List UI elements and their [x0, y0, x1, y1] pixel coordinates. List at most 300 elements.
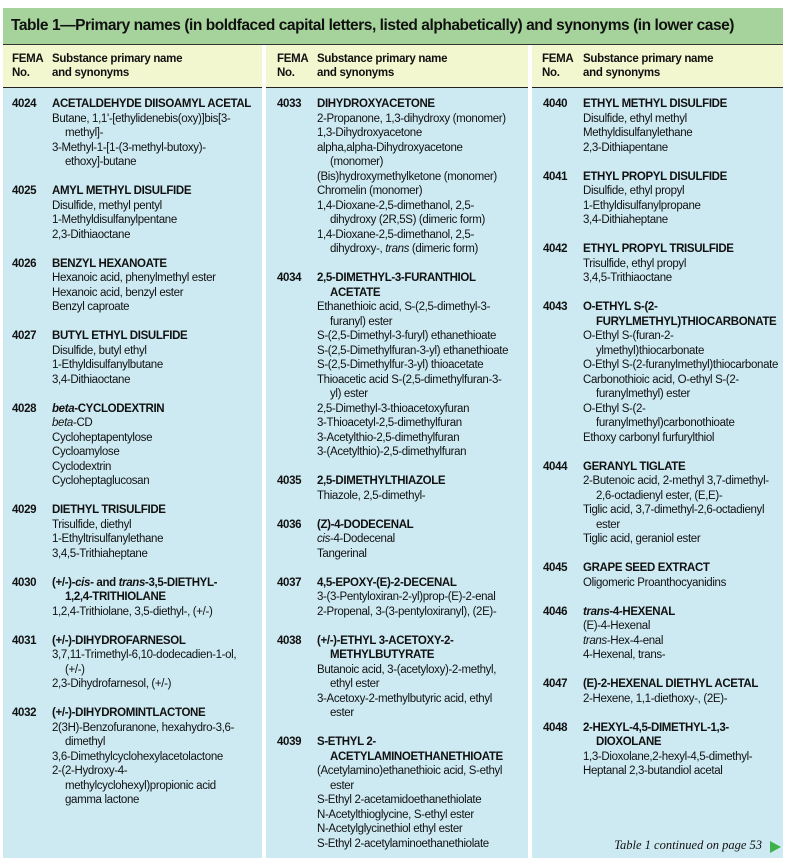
text-segment: ACETALDEHYDE DIISOAMYL ACETAL: [52, 98, 251, 110]
synonym: [317, 329, 528, 344]
column-header-2: [266, 45, 528, 88]
text-segment: Butanoic acid, 3-(acetyloxy)-2-methyl, ethyl ester: [317, 663, 497, 690]
synonym: [52, 460, 262, 475]
fema-header: FEMA No.: [542, 53, 574, 79]
text-segment: 1,4-Dioxane-2,5-dimethanol, 2,5- dihydroxy (2R,5S) (dimeric form): [317, 199, 485, 226]
synonym: [583, 503, 783, 532]
text-segment: (+/-)-: [52, 576, 76, 589]
text-segment: 3-Methyl-1-[1-(3-methyl-butoxy)- ethoxy]-butane: [52, 141, 206, 168]
text-segment: O-Ethyl S-(2- furanylmethyl)carbonothioate: [583, 402, 735, 429]
table-row: [3, 503, 262, 561]
fema-number: 4027: [12, 330, 37, 342]
text-segment: S-(2,5-Dimethylfuran-3-yl) ethanethioate: [317, 344, 509, 357]
text-segment: GRAPE SEED EXTRACT: [583, 562, 710, 574]
substance-cell: [583, 242, 783, 286]
synonym: [317, 126, 528, 141]
synonym: [52, 199, 262, 214]
text-segment: -CYCLODEXTRIN: [74, 402, 165, 415]
synonym: [52, 213, 262, 228]
synonym: [52, 373, 262, 388]
text-segment: Trisulfide, ethyl propyl: [583, 257, 687, 270]
substance-header: Substance primary name and synonyms: [317, 53, 448, 79]
synonym: [52, 286, 262, 301]
synonym: [317, 837, 528, 852]
table-row: [268, 97, 528, 257]
table-row: [534, 677, 783, 706]
synonym: [583, 576, 783, 591]
text-segment: (E)-4-Hexenal: [583, 620, 651, 632]
text-segment: Tangerinal: [317, 547, 367, 560]
text-segment: Cycloheptapentylose: [52, 431, 153, 444]
table-row: [3, 257, 262, 315]
text-segment: -CD: [72, 417, 93, 429]
text-segment: N-Acetylthioglycine, S-ethyl ester: [317, 808, 474, 821]
text-segment: Ethoxy carbonyl furfurylthiol: [583, 431, 715, 444]
synonym: [583, 112, 783, 127]
text-segment: S-ETHYL 2- ACETYLAMINOETHANETHIOATE: [317, 736, 503, 763]
primary-name: [317, 735, 528, 764]
fema-number: 4047: [543, 678, 568, 690]
primary-name: [52, 97, 262, 112]
synonym: [317, 199, 528, 228]
synonym: [583, 141, 783, 156]
synonym: [52, 474, 262, 489]
italic-segment: trans: [385, 243, 410, 255]
substance-cell: [52, 576, 262, 620]
text-segment: -4-HEXENAL: [609, 605, 675, 618]
table-row: [268, 576, 528, 620]
text-segment: Cyclodextrin: [52, 460, 112, 473]
synonym: [52, 605, 262, 620]
synonym: [317, 170, 528, 185]
text-segment: 3,6-Dimethylcyclohexylacetolactone: [52, 750, 223, 763]
table-row: [534, 605, 783, 663]
text-segment: 2,3-Dithiapentane: [583, 141, 668, 154]
text-segment: 3-(Acetylthio)-2,5-dimethylfuran: [317, 446, 467, 458]
synonym: [583, 750, 783, 765]
primary-name: [52, 576, 262, 605]
column-header-3: [532, 45, 783, 88]
substance-cell: [52, 97, 262, 170]
synonym: [52, 677, 262, 692]
synonym: [583, 213, 783, 228]
synonym: [52, 358, 262, 373]
text-segment: 2,5-DIMETHYL-3-FURANTHIOL ACETATE: [317, 272, 476, 299]
table-row: [534, 561, 783, 590]
synonym: [317, 663, 528, 692]
primary-name: [317, 634, 528, 663]
fema-number: 4042: [543, 243, 568, 255]
italic-segment: trans: [118, 576, 146, 589]
text-segment: 3-Acetoxy-2-methylbutyric acid, ethyl ester: [317, 692, 492, 719]
table-row: [3, 97, 262, 170]
text-segment: (+/-)-DIHYDROFARNESOL: [52, 634, 186, 647]
synonym: [583, 184, 783, 199]
text-segment: 1-Ethyltrisulfanylethane: [52, 533, 164, 545]
fema-number: 4033: [277, 98, 302, 110]
substance-cell: [52, 257, 262, 315]
text-segment: 3,4-Dithiaheptane: [583, 214, 668, 226]
right-triangle-icon: [770, 841, 781, 853]
text-segment: S-(2,5-Dimethylfur-3-yl) thioacetate: [317, 359, 484, 371]
synonym: [583, 373, 783, 402]
substance-cell: [52, 329, 262, 387]
text-segment: Trisulfide, diethyl: [52, 518, 132, 531]
text-segment: -3,5-DIETHYL- 1,2,4-TRITHIOLANE: [65, 576, 218, 603]
fema-number: 4037: [277, 576, 302, 589]
synonym: [317, 590, 528, 605]
synonym: [317, 141, 528, 170]
substance-cell: [583, 677, 783, 706]
table-column-3: [532, 88, 783, 858]
fema-number: 4026: [12, 257, 37, 270]
text-segment: 4-Hexenal, trans-: [583, 649, 666, 661]
text-segment: 3-Acetylthio-2,5-dimethylfuran: [317, 431, 460, 444]
text-segment: Thioacetic acid S-(2,5-dimethylfuran-3- yl) ester: [317, 373, 502, 400]
fema-number: 4024: [12, 98, 37, 110]
substance-cell: [52, 184, 262, 242]
synonym: [583, 431, 783, 446]
synonym: [317, 532, 528, 547]
synonym: [52, 300, 262, 315]
synonym: [52, 721, 262, 750]
table-row: [268, 271, 528, 460]
text-segment: 1-Ethyldisulfanylbutane: [52, 359, 163, 371]
fema-number: 4048: [543, 721, 568, 734]
text-segment: 3,7,11-Trimethyl-6,10-dodecadien-1-ol, (+/-): [52, 649, 237, 676]
synonym: [317, 228, 528, 257]
table-row: [3, 706, 262, 808]
synonym: [52, 141, 262, 170]
synonym: [52, 532, 262, 547]
primary-name: [583, 605, 783, 620]
table-row: [534, 721, 783, 779]
text-segment: (Z)-4-DODECENAL: [317, 518, 414, 531]
fema-number: 4044: [543, 460, 568, 473]
text-segment: Cycloheptaglucosan: [52, 475, 150, 487]
table-row: [268, 634, 528, 721]
text-segment: - and: [90, 576, 119, 589]
synonym: [583, 358, 783, 373]
text-segment: 2,3-Dithiaoctane: [52, 228, 131, 241]
fema-number: 4031: [12, 634, 37, 647]
text-segment: AMYL METHYL DISULFIDE: [52, 185, 192, 197]
table-row: [3, 576, 262, 620]
primary-name: [583, 97, 783, 112]
substance-cell: [583, 300, 783, 445]
text-segment: 1,3-Dioxolane,2-hexyl-4,5-dimethyl-: [583, 750, 753, 763]
synonym: [583, 199, 783, 214]
text-segment: (+/-)-DIHYDROMINTLACTONE: [52, 707, 206, 719]
fema-number: 4043: [543, 301, 568, 313]
text-segment: Thiazole, 2,5-dimethyl-: [317, 489, 426, 502]
text-segment: (+/-)-ETHYL 3-ACETOXY-2- METHYLBUTYRATE: [317, 634, 454, 661]
substance-cell: [52, 503, 262, 561]
table-title: Table 1—Primary names (in boldfaced capital letters, listed alphabetically) and synonyms (in lower case): [3, 8, 783, 45]
substance-cell: [583, 605, 783, 663]
substance-cell: [583, 97, 783, 155]
table-row: [268, 518, 528, 562]
synonym: [317, 416, 528, 431]
table-row: [534, 97, 783, 155]
text-segment: -4-Dodecenal: [330, 533, 395, 545]
synonym: [317, 489, 528, 504]
substance-cell: [317, 271, 528, 460]
synonym: [52, 764, 262, 808]
text-segment: Ethanethioic acid, S-(2,5-dimethyl-3- furanyl) ester: [317, 301, 491, 328]
italic-segment: cis: [317, 533, 331, 545]
text-segment: S-(2,5-Dimethyl-3-furyl) ethanethioate: [317, 330, 497, 342]
text-segment: 1,3-Dihydroxyacetone: [317, 127, 422, 139]
synonym: [583, 692, 783, 707]
synonym: [317, 431, 528, 446]
synonym: [317, 822, 528, 837]
primary-name: [583, 677, 783, 692]
synonym: [317, 605, 528, 620]
fema-number: 4039: [277, 736, 302, 748]
text-segment: (dimeric form): [409, 243, 478, 255]
text-segment: O-Ethyl S-(furan-2- ylmethyl)thiocarbonate: [583, 330, 704, 357]
synonym: [317, 808, 528, 823]
synonym: [583, 257, 783, 272]
synonym: [52, 547, 262, 562]
text-segment: 2-(2-Hydroxy-4- methylcyclohexyl)propionic acid gamma lactone: [52, 765, 216, 806]
primary-name: [583, 300, 783, 329]
text-segment: Disulfide, methyl pentyl: [52, 199, 162, 212]
text-segment: Tiglic acid, 3,7-dimethyl-2,6-octadienyl ester: [583, 504, 765, 531]
synonym: [52, 344, 262, 359]
primary-name: [583, 721, 783, 750]
text-segment: Disulfide, ethyl methyl: [583, 112, 687, 125]
text-segment: 4,5-EPOXY-(E)-2-DECENAL: [317, 576, 457, 589]
continued-note: Table 1 continued on page 53: [614, 838, 762, 852]
primary-name: [317, 97, 528, 112]
primary-name: [583, 561, 783, 576]
fema-number: 4035: [277, 475, 302, 487]
table-row: [3, 184, 262, 242]
substance-header: Substance primary name and synonyms: [52, 53, 183, 79]
text-segment: (Bis)hydroxymethylketone (monomer): [317, 170, 497, 183]
table-column-1: [3, 88, 262, 858]
synonym: [583, 329, 783, 358]
text-segment: S-Ethyl 2-acetamidoethanethiolate: [317, 794, 482, 806]
table-row: [534, 170, 783, 228]
text-segment: Butane, 1,1'-[ethylidenebis(oxy)]bis[3- methyl]-: [52, 112, 231, 139]
table-row: [534, 300, 783, 445]
primary-name: [52, 503, 262, 518]
synonym: [583, 271, 783, 286]
text-segment: GERANYL TIGLATE: [583, 460, 686, 473]
synonym: [317, 184, 528, 199]
primary-name: [317, 271, 528, 300]
text-segment: 2,5-Dimethyl-3-thioacetoxyfuran: [317, 402, 470, 415]
primary-name: [317, 518, 528, 533]
fema-header: FEMA No.: [277, 53, 309, 79]
text-segment: Cycloamylose: [52, 446, 120, 458]
table-row: [3, 329, 262, 387]
synonym: [583, 619, 783, 634]
italic-segment: cis: [75, 576, 91, 589]
text-segment: Disulfide, butyl ethyl: [52, 344, 147, 357]
text-segment: 1,2,4-Trithiolane, 3,5-diethyl-, (+/-): [52, 605, 213, 618]
synonym: [52, 445, 262, 460]
synonym: [52, 112, 262, 141]
text-segment: 2-Hexene, 1,1-diethoxy-, (2E)-: [583, 692, 728, 705]
text-segment: Tiglic acid, geraniol ester: [583, 533, 701, 545]
text-segment: (E)-2-HEXENAL DIETHYL ACETAL: [583, 678, 759, 690]
fema-number: 4040: [543, 98, 568, 110]
text-segment: Oligomeric Proanthocyanidins: [583, 576, 726, 589]
italic-segment: beta: [52, 417, 73, 429]
substance-header: Substance primary name and synonyms: [583, 53, 714, 79]
substance-cell: [52, 634, 262, 692]
text-segment: -Hex-4-enal: [606, 634, 664, 647]
text-segment: 2-Propanone, 1,3-dihydroxy (monomer): [317, 112, 506, 125]
substance-cell: [583, 170, 783, 228]
synonym: [317, 764, 528, 793]
fema-number: 4025: [12, 185, 37, 197]
synonym: [52, 416, 262, 431]
fema-number: 4029: [12, 504, 37, 516]
table-column-2: [266, 88, 528, 858]
text-segment: 3,4,5-Trithiaoctane: [583, 272, 672, 284]
fema-number: 4028: [12, 402, 37, 415]
synonym: [583, 126, 783, 141]
primary-name: [52, 634, 262, 649]
table-row: [3, 402, 262, 489]
text-segment: 2-HEXYL-4,5-DIMETHYL-1,3- DIOXOLANE: [583, 721, 729, 748]
synonym: [583, 532, 783, 547]
synonym: [317, 402, 528, 417]
table-row: [3, 634, 262, 692]
fema-number: 4038: [277, 634, 302, 647]
fema-number: 4032: [12, 707, 37, 719]
text-segment: 2-Propenal, 3-(3-pentyloxiranyl), (2E)-: [317, 605, 497, 618]
synonym: [317, 793, 528, 808]
italic-segment: trans: [583, 605, 610, 618]
text-segment: ETHYL PROPYL TRISULFIDE: [583, 243, 734, 255]
text-segment: 3,4-Dithiaoctane: [52, 373, 131, 386]
text-segment: S-Ethyl 2-acetylaminoethanethiolate: [317, 837, 489, 850]
text-segment: Hexanoic acid, benzyl ester: [52, 286, 184, 299]
column-header-1: [3, 45, 262, 88]
text-segment: Benzyl caproate: [52, 301, 130, 313]
primary-name: [583, 242, 783, 257]
synonym: [317, 692, 528, 721]
primary-name: [317, 474, 528, 489]
substance-cell: [583, 460, 783, 547]
text-segment: BENZYL HEXANOATE: [52, 257, 167, 270]
text-segment: 3,4,5-Trithiaheptane: [52, 547, 148, 560]
substance-cell: [317, 474, 528, 503]
primary-name: [583, 460, 783, 475]
text-segment: Heptanal 2,3-butandiol acetal: [583, 765, 723, 777]
substance-cell: [317, 576, 528, 620]
fema-number: 4046: [543, 605, 568, 618]
text-segment: 2-Butenoic acid, 2-methyl 3,7-dimethyl- 2,6-octadienyl ester, (E,E)-: [583, 475, 769, 502]
synonym: [52, 431, 262, 446]
synonym: [52, 518, 262, 533]
text-segment: 3-(3-Pentyloxiran-2-yl)prop-(E)-2-enal: [317, 591, 496, 603]
primary-name: [52, 257, 262, 272]
synonym: [52, 228, 262, 243]
table-row: [534, 460, 783, 547]
synonym: [52, 271, 262, 286]
substance-cell: [583, 721, 783, 779]
italic-segment: beta: [52, 402, 75, 415]
text-segment: (Acetylamino)ethanethioic acid, S-ethyl ester: [317, 765, 503, 792]
synonym: [317, 300, 528, 329]
synonym: [583, 648, 783, 663]
synonym: [583, 634, 783, 649]
text-segment: Carbonothioic acid, O-ethyl S-(2- furanylmethyl) ester: [583, 373, 739, 400]
text-segment: ETHYL METHYL DISULFIDE: [583, 98, 727, 110]
fema-header: FEMA No.: [12, 53, 44, 79]
text-segment: O-ETHYL S-(2- FURYLMETHYL)THIOCARBONATE: [583, 301, 777, 328]
synonym: [583, 474, 783, 503]
synonym: [317, 445, 528, 460]
table-row: [268, 474, 528, 503]
synonym: [317, 344, 528, 359]
text-segment: O-Ethyl S-(2-furanylmethyl)thiocarbonate: [583, 359, 778, 371]
text-segment: 2,3-Dihydrofarnesol, (+/-): [52, 678, 172, 690]
text-segment: Methyldisulfanylethane: [583, 127, 693, 139]
synonym: [583, 764, 783, 779]
primary-name: [583, 170, 783, 185]
text-segment: 2(3H)-Benzofuranone, hexahydro-3,6- dimethyl: [52, 721, 235, 748]
table-row: [534, 242, 783, 286]
table-row: [268, 735, 528, 851]
fema-number: 4041: [543, 170, 568, 183]
text-segment: N-Acetylglycinethiol ethyl ester: [317, 823, 463, 835]
substance-cell: [52, 402, 262, 489]
primary-name: [52, 184, 262, 199]
text-segment: 3-Thioacetyl-2,5-dimethylfuran: [317, 417, 462, 429]
synonym: [583, 402, 783, 431]
primary-name: [52, 329, 262, 344]
substance-cell: [317, 518, 528, 562]
text-segment: BUTYL ETHYL DISULFIDE: [52, 330, 188, 342]
synonym: [317, 547, 528, 562]
text-segment: ETHYL PROPYL DISULFIDE: [583, 170, 727, 183]
fema-number: 4030: [12, 576, 37, 589]
primary-name: [52, 402, 262, 417]
text-segment: 1-Methyldisulfanylpentane: [52, 214, 177, 226]
synonym: [317, 373, 528, 402]
primary-name: [317, 576, 528, 591]
text-segment: DIHYDROXYACETONE: [317, 98, 435, 110]
substance-cell: [317, 634, 528, 721]
synonym: [317, 112, 528, 127]
fema-number: 4036: [277, 518, 302, 531]
text-segment: Chromelin (monomer): [317, 185, 423, 197]
primary-name: [52, 706, 262, 721]
fema-number: 4045: [543, 562, 568, 574]
substance-cell: [317, 97, 528, 257]
text-segment: Hexanoic acid, phenylmethyl ester: [52, 272, 216, 284]
substance-cell: [52, 706, 262, 808]
substance-cell: [583, 561, 783, 590]
text-segment: Disulfide, ethyl propyl: [583, 185, 685, 197]
synonym: [317, 358, 528, 373]
text-segment: alpha,alpha-Dihydroxyacetone (monomer): [317, 141, 463, 168]
synonym: [52, 648, 262, 677]
text-segment: 1-Ethyldisulfanylpropane: [583, 199, 701, 212]
synonym: [52, 750, 262, 765]
text-segment: 1,4-Dioxane-2,5-dimethanol, 2,5- dihydroxy-,: [317, 228, 474, 255]
text-segment: 2,5-DIMETHYLTHIAZOLE: [317, 475, 446, 487]
italic-segment: trans: [583, 634, 607, 647]
